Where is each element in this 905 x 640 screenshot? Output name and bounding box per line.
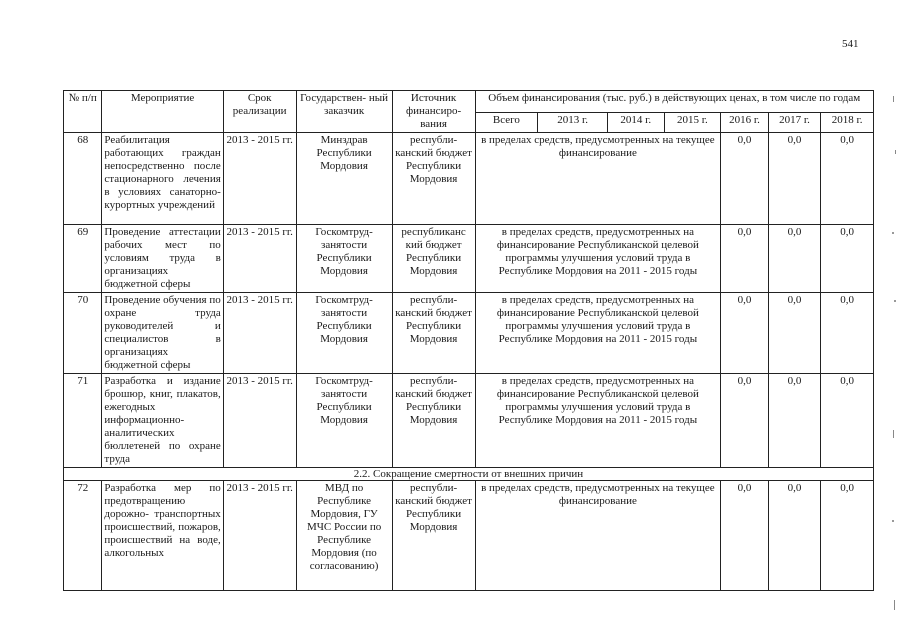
row-2018: 0,0 bbox=[821, 293, 874, 374]
row-customer: Минздрав Республики Мордовия bbox=[296, 133, 392, 225]
header-customer: Государствен- ный заказчик bbox=[296, 91, 392, 133]
funding-table bbox=[63, 90, 874, 591]
row-num: 70 bbox=[64, 293, 102, 374]
table-row bbox=[64, 481, 874, 591]
row-funding: в пределах средств, предусмотренных на текущее финансирование bbox=[475, 481, 721, 591]
row-period: 2013 - 2015 гг. bbox=[223, 225, 296, 293]
scan-mark bbox=[894, 600, 895, 610]
row-funding: в пределах средств, предусмотренных на финансирование Республиканской целевой программы улучшения условий труда в Республике Мордовия на 2011 - 2015 годы bbox=[475, 374, 721, 468]
row-event: Проведение обучения по охране труда руководителей и специалистов в организациях бюджетной сферы bbox=[102, 293, 223, 374]
row-period: 2013 - 2015 гг. bbox=[223, 374, 296, 468]
row-customer: Госкомтруд- занятости Республики Мордовия bbox=[296, 293, 392, 374]
table-row bbox=[64, 374, 874, 468]
header-source: Источник финансиро- вания bbox=[392, 91, 475, 133]
scan-mark bbox=[893, 430, 894, 438]
row-event: Разработка и издание брошюр, книг, плакатов, ежегодных информационно- аналитических бюллетеней по охране труда bbox=[102, 374, 223, 468]
header-period: Срок реализации bbox=[223, 91, 296, 133]
table-row bbox=[64, 293, 874, 374]
header-num: № п/п bbox=[64, 91, 102, 133]
row-source: республи- канский бюджет Республики Мордовия bbox=[392, 374, 475, 468]
section-title: 2.2. Сокращение смертности от внешних причин bbox=[64, 468, 874, 481]
row-source: республи- канский бюджет Республики Мордовия bbox=[392, 481, 475, 591]
row-source: республиканс кий бюджет Республики Мордовия bbox=[392, 225, 475, 293]
row-source: республи- канский бюджет Республики Мордовия bbox=[392, 293, 475, 374]
row-num: 72 bbox=[64, 481, 102, 591]
header-year-2018: 2018 г. bbox=[821, 112, 874, 132]
row-period: 2013 - 2015 гг. bbox=[223, 133, 296, 225]
row-2017: 0,0 bbox=[768, 481, 821, 591]
page-number: 541 bbox=[842, 38, 859, 50]
row-customer: Госкомтруд- занятости Республики Мордовия bbox=[296, 225, 392, 293]
row-2017: 0,0 bbox=[768, 293, 821, 374]
row-funding: в пределах средств, предусмотренных на финансирование Республиканской целевой программы улучшения условий труда в Республике Мордовия на 2011 - 2015 годы bbox=[475, 293, 721, 374]
row-customer: МВД по Республике Мордовия, ГУ МЧС России по Республике Мордовия (по согласованию) bbox=[296, 481, 392, 591]
row-customer: Госкомтруд- занятости Республики Мордовия bbox=[296, 374, 392, 468]
row-num: 71 bbox=[64, 374, 102, 468]
row-2017: 0,0 bbox=[768, 133, 821, 225]
row-source: республи- канский бюджет Республики Мордовия bbox=[392, 133, 475, 225]
row-funding: в пределах средств, предусмотренных на текущее финансирование bbox=[475, 133, 721, 225]
row-2016: 0,0 bbox=[721, 133, 769, 225]
row-2018: 0,0 bbox=[821, 225, 874, 293]
row-num: 69 bbox=[64, 225, 102, 293]
row-num: 68 bbox=[64, 133, 102, 225]
header-year-2017: 2017 г. bbox=[768, 112, 821, 132]
header-year-2015: 2015 г. bbox=[664, 112, 721, 132]
row-2018: 0,0 bbox=[821, 374, 874, 468]
scan-mark bbox=[894, 300, 896, 302]
row-event: Разработка мер по предотвращению дорожно- транспортных происшествий, пожаров, происшествий на воде, алкогольных bbox=[102, 481, 223, 591]
row-2016: 0,0 bbox=[721, 374, 769, 468]
scan-mark bbox=[892, 520, 894, 522]
header-event: Мероприятие bbox=[102, 91, 223, 133]
row-2016: 0,0 bbox=[721, 225, 769, 293]
row-event: Проведение аттестации рабочих мест по условиям труда в организациях бюджетной сферы bbox=[102, 225, 223, 293]
row-event: Реабилитация работающих граждан непосредственно после стационарного лечения в условиях санаторно-курортных учреждений bbox=[102, 133, 223, 225]
header-volume: Объем финансирования (тыс. руб.) в действующих ценах, в том числе по годам bbox=[475, 91, 873, 113]
header-year-total: Всего bbox=[475, 112, 538, 132]
scan-mark bbox=[893, 96, 894, 102]
scan-mark bbox=[892, 232, 894, 234]
header-year-2014: 2014 г. bbox=[607, 112, 664, 132]
scan-mark bbox=[895, 150, 896, 154]
table-row bbox=[64, 225, 874, 293]
row-2018: 0,0 bbox=[821, 481, 874, 591]
header-row bbox=[64, 91, 874, 113]
table-row bbox=[64, 133, 874, 225]
header-year-2016: 2016 г. bbox=[721, 112, 769, 132]
row-period: 2013 - 2015 гг. bbox=[223, 481, 296, 591]
row-period: 2013 - 2015 гг. bbox=[223, 293, 296, 374]
row-2016: 0,0 bbox=[721, 293, 769, 374]
header-year-2013: 2013 г. bbox=[538, 112, 608, 132]
row-2018: 0,0 bbox=[821, 133, 874, 225]
row-2017: 0,0 bbox=[768, 225, 821, 293]
row-2017: 0,0 bbox=[768, 374, 821, 468]
row-2016: 0,0 bbox=[721, 481, 769, 591]
row-funding: в пределах средств, предусмотренных на финансирование Республиканской целевой программы улучшения условий труда в Республике Мордовия на 2011 - 2015 годы bbox=[475, 225, 721, 293]
section-row bbox=[64, 468, 874, 481]
